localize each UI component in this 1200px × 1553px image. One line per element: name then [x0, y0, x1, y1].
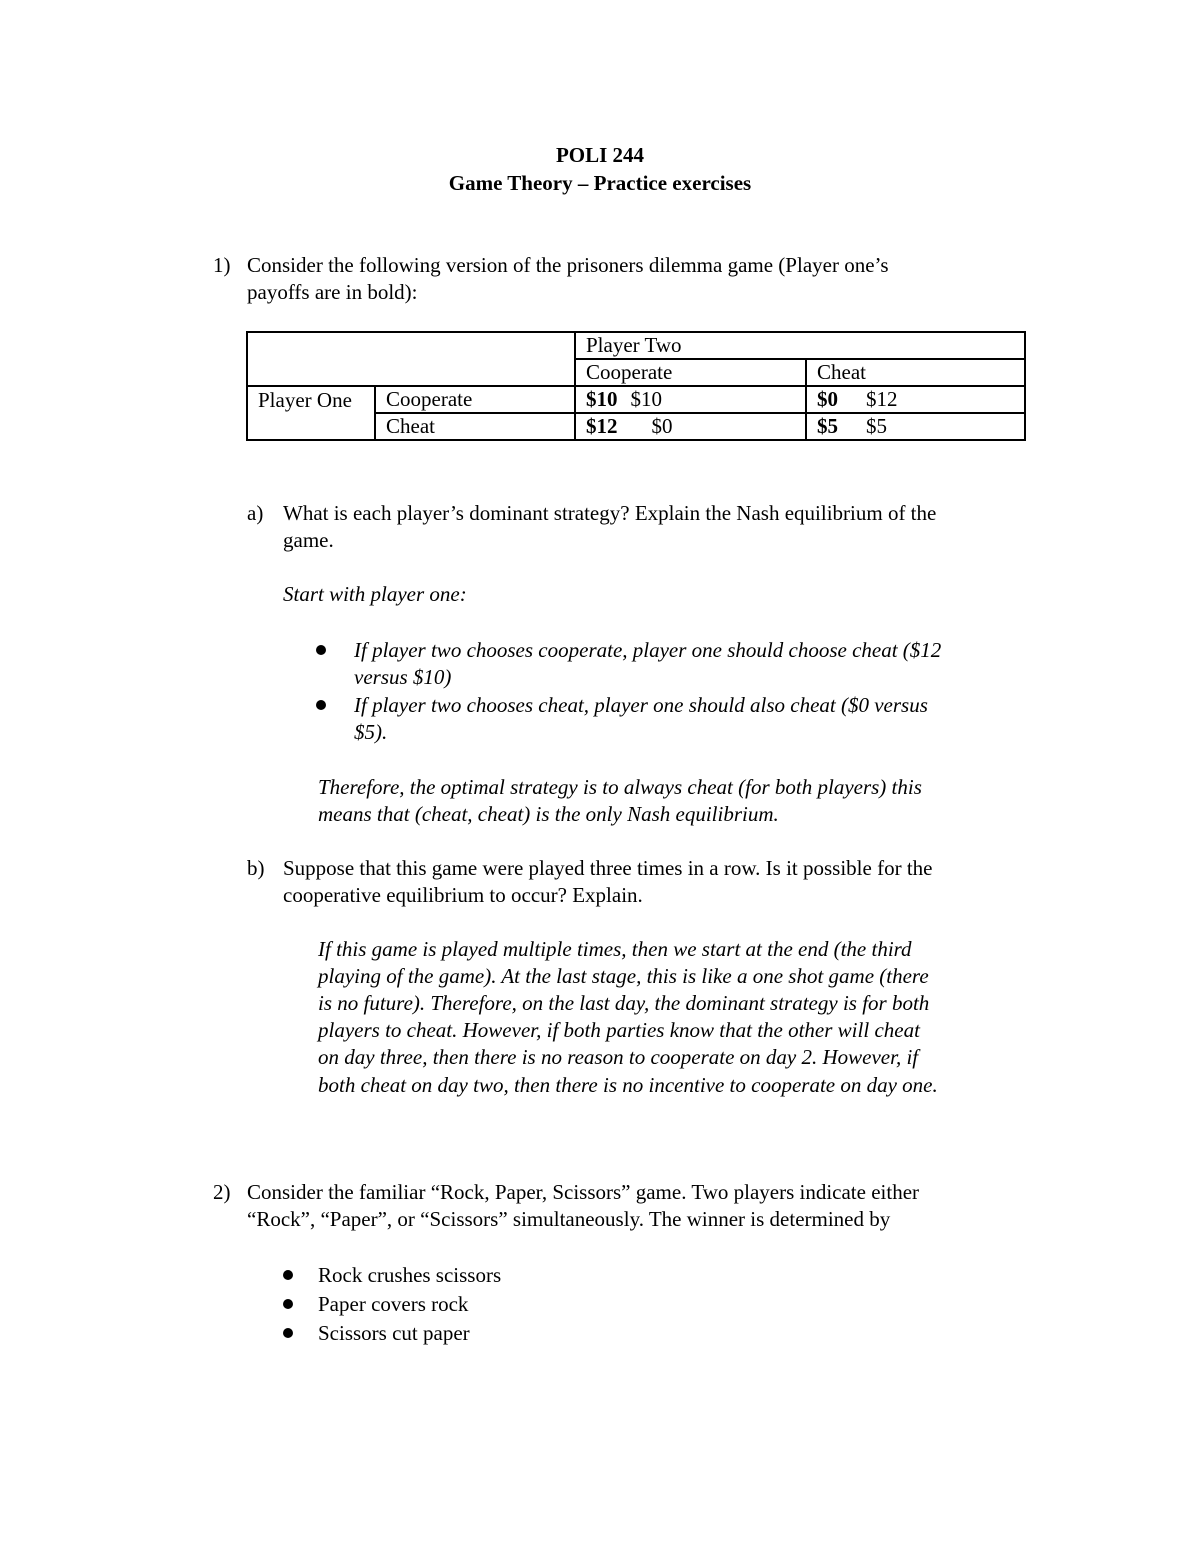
payoff-cell-cheat-cheat	[806, 413, 1025, 440]
col-header-cooperate: Cooperate	[575, 359, 806, 386]
part-b-question-line2: cooperative equilibrium to occur? Explain.	[283, 883, 643, 907]
part-a-bullet2-line1: If player two chooses cheat, player one should also cheat ($0 versus	[354, 693, 928, 717]
part-a-conclusion-line2: means that (cheat, cheat) is the only Nash equilibrium.	[318, 802, 779, 826]
table-row	[247, 386, 1025, 413]
col-header-cheat: Cheat	[806, 359, 1025, 386]
part-b-answer-line2: playing of the game). At the last stage, this is like a one shot game (there	[318, 964, 929, 988]
payoff-p2: $0	[651, 414, 673, 438]
part-a-bullet2-line2: $5).	[354, 720, 388, 744]
row-header-cooperate: Cooperate	[375, 386, 575, 413]
part-a-question-line1: What is each player’s dominant strategy? Explain the Nash equilibrium of the	[283, 501, 937, 525]
payoff-p2: $10	[630, 387, 662, 411]
part-a-bullet1-line1: If player two chooses cooperate, player one should choose cheat ($12	[354, 638, 942, 662]
payoff-p1: $0	[817, 387, 838, 411]
bullet-icon	[283, 1328, 293, 1338]
question-2-line1: Consider the familiar “Rock, Paper, Scissors” game. Two players indicate either	[247, 1180, 920, 1204]
bullet-icon	[316, 700, 326, 710]
payoff-cell-cooperate-cooperate	[575, 386, 806, 413]
player-one-header-continued	[247, 413, 375, 440]
row-header-cheat: Cheat	[375, 413, 575, 440]
part-b-answer-line4: players to cheat. However, if both parties know that the other will cheat	[318, 1018, 920, 1042]
part-a-bullet1-line2: versus $10)	[354, 665, 452, 689]
payoff-p1: $10	[586, 387, 618, 411]
table-row	[247, 332, 1025, 359]
part-a-question-line2: game.	[283, 528, 334, 552]
payoff-cell-cooperate-cheat	[806, 386, 1025, 413]
bullet-icon	[283, 1270, 293, 1280]
question-2-number: 2)	[213, 1180, 231, 1204]
part-b-answer-line5: on day three, then there is no reason to cooperate on day 2. However, if	[318, 1045, 919, 1069]
question-1-number: 1)	[213, 253, 231, 277]
part-a-label: a)	[247, 501, 264, 525]
part-b-answer-line6: both cheat on day two, then there is no incentive to cooperate on day one.	[318, 1073, 938, 1097]
question-2-bullet2: Paper covers rock	[318, 1292, 469, 1316]
table-corner-cell	[247, 332, 575, 386]
question-1-prompt-line1: Consider the following version of the prisoners dilemma game (Player one’s	[247, 253, 889, 277]
payoff-table	[246, 331, 1026, 441]
payoff-cell-cheat-cooperate	[575, 413, 806, 440]
part-b-answer-line3: is no future). Therefore, on the last day, the dominant strategy is for both	[318, 991, 930, 1015]
part-a-answer-start: Start with player one:	[283, 582, 467, 606]
page-subtitle: Game Theory – Practice exercises	[448, 171, 752, 195]
part-a-conclusion-line1: Therefore, the optimal strategy is to always cheat (for both players) this	[318, 775, 922, 799]
player-two-header: Player Two	[575, 332, 1025, 359]
question-1-prompt-line2: payoffs are in bold):	[247, 280, 418, 304]
payoff-p1: $12	[586, 414, 618, 438]
player-one-header: Player One	[247, 386, 375, 413]
payoff-p2: $5	[866, 414, 887, 438]
question-2-line2: “Rock”, “Paper”, or “Scissors” simultaneously. The winner is determined by	[247, 1207, 891, 1231]
bullet-icon	[316, 645, 326, 655]
question-2-bullet3: Scissors cut paper	[318, 1321, 470, 1345]
table-row	[247, 413, 1025, 440]
part-b-answer-line1: If this game is played multiple times, then we start at the end (the third	[318, 937, 912, 961]
payoff-p1: $5	[817, 414, 838, 438]
payoff-p2: $12	[866, 387, 898, 411]
part-b-question-line1: Suppose that this game were played three times in a row. Is it possible for the	[283, 856, 933, 880]
bullet-icon	[283, 1299, 293, 1309]
question-2-bullet1: Rock crushes scissors	[318, 1263, 502, 1287]
part-b-label: b)	[247, 856, 265, 880]
page-title: POLI 244	[555, 143, 645, 167]
